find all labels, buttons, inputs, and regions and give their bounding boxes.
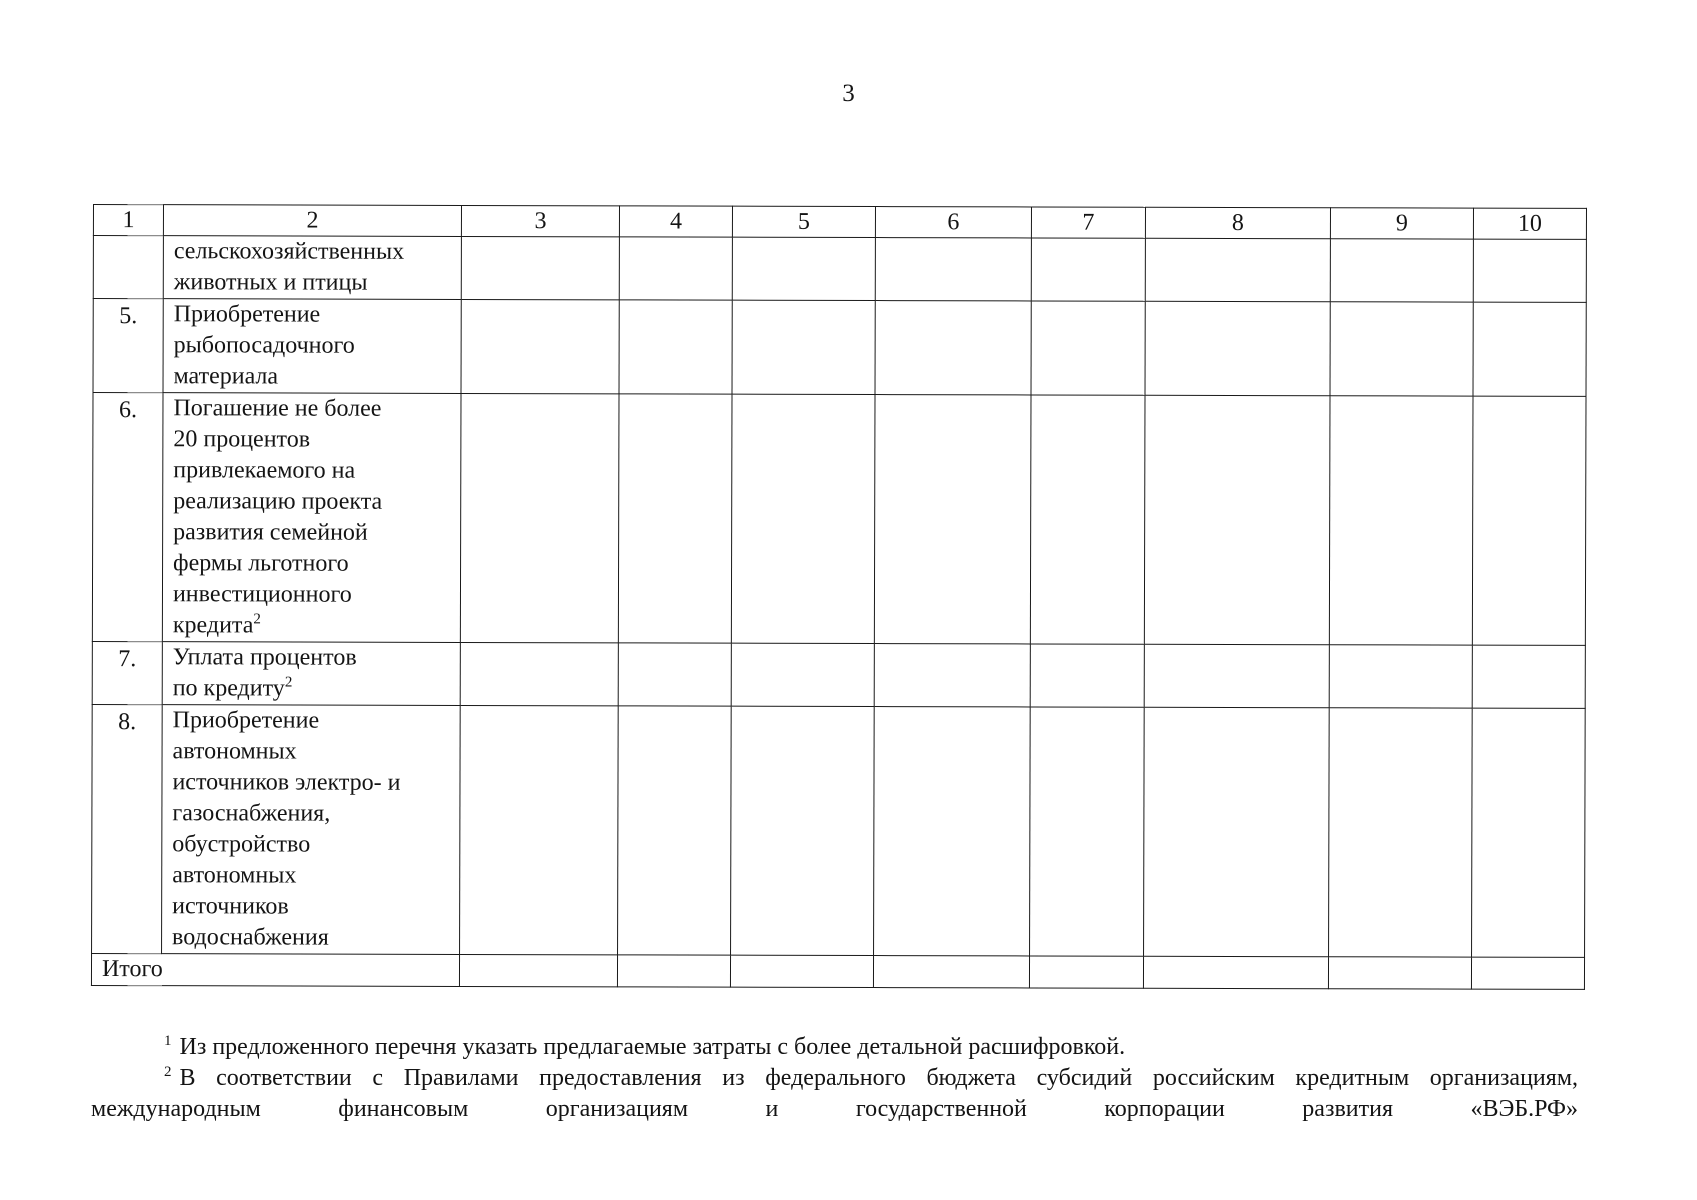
expense-name-text: инвестиционного [172, 581, 352, 608]
row-number-cell: 8. [92, 704, 163, 953]
row-number-cell [93, 236, 163, 299]
footnote-mark: 2 [164, 1064, 172, 1080]
empty-value-cell[interactable] [461, 299, 619, 393]
empty-value-cell[interactable] [1329, 396, 1473, 645]
empty-value-cell[interactable] [1144, 395, 1330, 644]
empty-value-cell[interactable] [1145, 301, 1330, 395]
column-header: 5 [732, 206, 875, 237]
empty-value-cell[interactable] [1030, 395, 1145, 644]
table-row [92, 641, 1585, 708]
footnote [91, 1032, 1578, 1063]
expense-name-line [173, 673, 454, 705]
empty-value-cell[interactable] [1329, 708, 1473, 957]
row-number-cell: 7. [92, 641, 162, 704]
row-number-cell: 5. [93, 299, 163, 393]
empty-value-cell[interactable] [731, 706, 875, 955]
total-value-cell[interactable] [730, 955, 873, 987]
empty-value-cell[interactable] [619, 237, 732, 300]
expense-name-line [173, 736, 454, 768]
expense-name-cell [163, 299, 461, 394]
row-number-cell: 6. [92, 393, 163, 642]
expense-name-text: автономных [172, 862, 297, 889]
footnote-text: В соответствии с Правилами предоставления из федерального бюджета субсидий российским кредитным организациям, международным финансовым организациям и государственной корпорации развития «ВЭБ.РФ» [91, 1065, 1578, 1122]
table-row [92, 393, 1586, 646]
expense-name-line [173, 424, 454, 456]
expense-name-line [173, 393, 454, 425]
empty-value-cell[interactable] [1030, 707, 1145, 956]
expense-name-text: 20 процентов [173, 426, 311, 453]
expense-name-text: Приобретение [172, 707, 320, 734]
expense-name-text: животных и птицы [173, 269, 368, 296]
expense-name-cell [162, 705, 461, 955]
column-header: 9 [1330, 208, 1473, 239]
total-value-cell[interactable] [1143, 956, 1328, 988]
expense-name-line [172, 798, 453, 830]
expense-name-text: источников электро- и [172, 769, 401, 796]
expense-name-line [174, 361, 455, 393]
total-row [91, 953, 1584, 989]
column-header: 6 [875, 207, 1031, 238]
expense-name-text: источников [172, 893, 289, 920]
total-value-cell[interactable] [459, 954, 617, 986]
expense-name-line [173, 579, 454, 611]
expense-name-line [172, 860, 453, 892]
empty-value-cell[interactable] [618, 643, 731, 706]
expense-name-line [174, 330, 455, 362]
column-header: 4 [619, 206, 732, 237]
expense-name-line [174, 236, 455, 268]
expense-name-cell [162, 393, 461, 643]
total-value-cell[interactable] [1471, 957, 1584, 989]
expense-name-line [173, 455, 454, 487]
empty-value-cell[interactable] [460, 642, 618, 705]
footnote-reference: 2 [253, 611, 261, 628]
empty-value-cell[interactable] [1031, 238, 1145, 301]
expense-name-text: Приобретение [173, 301, 321, 328]
empty-value-cell[interactable] [732, 237, 875, 300]
total-value-cell[interactable] [873, 956, 1029, 988]
expense-name-text: рыбопосадочного [173, 332, 355, 359]
expense-name-text: автономных [172, 738, 297, 765]
total-label-cell: Итого [91, 953, 459, 986]
expense-name-text: кредита [172, 612, 254, 639]
table-header-row [93, 205, 1586, 240]
empty-value-cell[interactable] [875, 301, 1031, 395]
expense-name-text: развития семейной [173, 519, 368, 546]
footnote-mark: 1 [164, 1033, 172, 1049]
expense-name-text: Уплата процентов [172, 644, 357, 671]
empty-value-cell[interactable] [618, 706, 732, 955]
expense-name-line [172, 829, 453, 861]
empty-value-cell[interactable] [1472, 645, 1585, 708]
expense-name-text: фермы льготного [173, 550, 349, 577]
total-value-cell[interactable] [617, 955, 730, 987]
empty-value-cell[interactable] [874, 644, 1030, 707]
table-body [91, 205, 1586, 990]
empty-value-cell[interactable] [1330, 302, 1473, 396]
expense-name-line [174, 299, 455, 331]
page-number: 3 [842, 80, 855, 107]
expense-name-text: по кредиту [172, 675, 285, 702]
footnote [91, 1063, 1578, 1125]
footnote-text: Из предложенного перечня указать предлагаемые затраты с более детальной расшифровкой. [179, 1034, 1126, 1060]
expense-name-line [172, 891, 453, 923]
empty-value-cell[interactable] [1330, 239, 1473, 302]
expense-name-line [174, 267, 455, 299]
expense-name-text: Погашение не более [173, 395, 382, 422]
expense-name-line [172, 767, 453, 799]
column-header: 3 [461, 205, 619, 236]
empty-value-cell[interactable] [731, 394, 875, 643]
empty-value-cell[interactable] [732, 300, 875, 394]
column-header: 1 [93, 205, 163, 236]
expense-name-text: сельскохозяйственных [173, 238, 405, 265]
empty-value-cell[interactable] [1144, 644, 1329, 707]
table-row [92, 704, 1586, 957]
expense-name-text: привлекаемого на [173, 457, 356, 484]
footnote-reference: 2 [284, 674, 293, 691]
empty-value-cell[interactable] [1030, 644, 1144, 707]
expense-name-cell [162, 642, 460, 706]
empty-value-cell[interactable] [460, 393, 619, 642]
column-header: 2 [163, 205, 461, 237]
expense-name-text: водоснабжения [172, 924, 329, 951]
expense-name-line [173, 548, 454, 580]
empty-value-cell[interactable] [874, 707, 1031, 956]
expense-name-text: материала [173, 363, 279, 390]
empty-value-cell[interactable] [875, 238, 1031, 301]
expense-name-line [173, 517, 454, 549]
empty-value-cell[interactable] [874, 395, 1031, 644]
empty-value-cell[interactable] [619, 300, 732, 394]
expense-name-cell [163, 236, 461, 300]
expense-name-line [173, 705, 454, 737]
empty-value-cell[interactable] [1472, 708, 1586, 957]
empty-value-cell[interactable] [460, 705, 619, 954]
expenses-table-container [91, 204, 1586, 990]
expense-name-line [173, 610, 454, 642]
footnotes [91, 1032, 1578, 1125]
table-row [93, 236, 1586, 303]
expense-name-line [173, 642, 454, 674]
column-header: 10 [1473, 208, 1586, 239]
total-value-cell[interactable] [1029, 956, 1143, 988]
empty-value-cell[interactable] [1144, 707, 1330, 956]
empty-value-cell[interactable] [1472, 396, 1586, 645]
empty-value-cell[interactable] [731, 643, 874, 706]
expense-name-line [173, 486, 454, 518]
table-row [93, 299, 1586, 397]
empty-value-cell[interactable] [461, 236, 619, 299]
empty-value-cell[interactable] [1031, 301, 1145, 395]
column-header: 8 [1145, 207, 1330, 238]
total-value-cell[interactable] [1328, 957, 1471, 989]
expense-name-text: реализацию проекта [173, 488, 383, 515]
empty-value-cell[interactable] [618, 394, 732, 643]
empty-value-cell[interactable] [1329, 645, 1472, 708]
expense-name-text: обустройство [172, 831, 311, 858]
expense-name-text: газоснабжения, [172, 800, 331, 827]
expenses-table [91, 204, 1587, 990]
empty-value-cell[interactable] [1473, 239, 1586, 302]
expense-name-line [172, 922, 453, 954]
empty-value-cell[interactable] [1145, 238, 1330, 301]
empty-value-cell[interactable] [1473, 302, 1586, 396]
column-header: 7 [1031, 207, 1145, 238]
